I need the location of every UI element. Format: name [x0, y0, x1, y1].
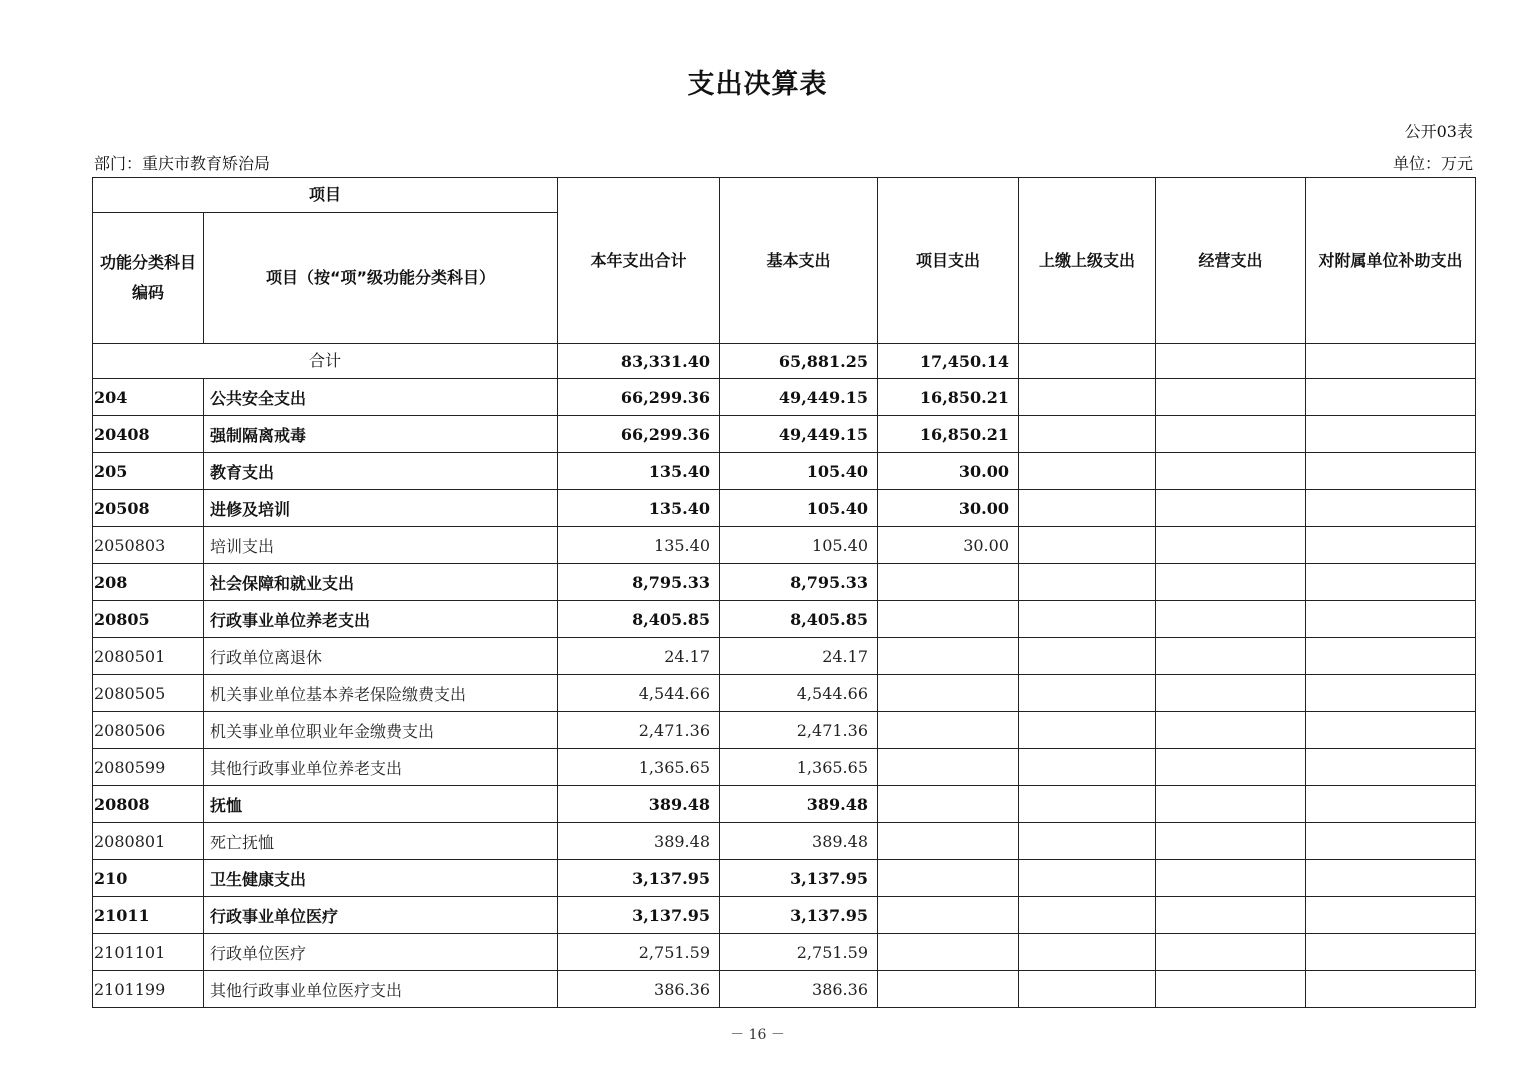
- row-subsidy: [1306, 379, 1476, 416]
- row-total: 135.40: [558, 527, 720, 564]
- row-total: 2,471.36: [558, 712, 720, 749]
- row-project: [878, 823, 1019, 860]
- row-subsidy: [1306, 527, 1476, 564]
- header-code: 功能分类科目编码: [93, 213, 204, 344]
- department-label: 部门：重庆市教育矫治局: [94, 154, 271, 173]
- row-basic: 105.40: [720, 490, 878, 527]
- row-business: [1156, 601, 1306, 638]
- row-business: [1156, 786, 1306, 823]
- row-subsidy: [1306, 712, 1476, 749]
- row-basic: 105.40: [720, 527, 878, 564]
- row-business: [1156, 712, 1306, 749]
- row-project: [878, 638, 1019, 675]
- total-upper: [1019, 344, 1156, 379]
- row-name: 机关事业单位基本养老保险缴费支出: [204, 675, 558, 712]
- row-business: [1156, 897, 1306, 934]
- row-upper: [1019, 638, 1156, 675]
- row-code: 205: [93, 453, 204, 490]
- row-upper: [1019, 453, 1156, 490]
- row-basic: 8,795.33: [720, 564, 878, 601]
- header-name: 项目（按“项”级功能分类科目）: [204, 213, 558, 344]
- table-row: [93, 860, 1476, 897]
- header-project: 项目: [93, 178, 558, 213]
- row-code: 21011: [93, 897, 204, 934]
- row-project: 30.00: [878, 453, 1019, 490]
- row-code: 2080506: [93, 712, 204, 749]
- table-row: [93, 453, 1476, 490]
- row-project: [878, 749, 1019, 786]
- row-subsidy: [1306, 453, 1476, 490]
- row-project: [878, 675, 1019, 712]
- row-project: [878, 971, 1019, 1008]
- row-code: 204: [93, 379, 204, 416]
- table-row: [93, 971, 1476, 1008]
- row-subsidy: [1306, 490, 1476, 527]
- table-row: [93, 379, 1476, 416]
- row-subsidy: [1306, 860, 1476, 897]
- row-code: 2050803: [93, 527, 204, 564]
- row-subsidy: [1306, 934, 1476, 971]
- table-row: [93, 749, 1476, 786]
- row-business: [1156, 638, 1306, 675]
- row-name: 行政单位离退休: [204, 638, 558, 675]
- total-sum: 83,331.40: [558, 344, 720, 379]
- row-subsidy: [1306, 564, 1476, 601]
- row-code: 210: [93, 860, 204, 897]
- row-basic: 8,405.85: [720, 601, 878, 638]
- row-project: 16,850.21: [878, 379, 1019, 416]
- table-row: [93, 786, 1476, 823]
- row-business: [1156, 971, 1306, 1008]
- row-basic: 49,449.15: [720, 416, 878, 453]
- row-upper: [1019, 527, 1156, 564]
- row-upper: [1019, 897, 1156, 934]
- row-upper: [1019, 379, 1156, 416]
- row-upper: [1019, 416, 1156, 453]
- row-total: 3,137.95: [558, 897, 720, 934]
- table-row: [93, 527, 1476, 564]
- row-total: 8,795.33: [558, 564, 720, 601]
- row-basic: 2,751.59: [720, 934, 878, 971]
- row-project: [878, 860, 1019, 897]
- header-project-expense: 项目支出: [878, 178, 1019, 344]
- row-upper: [1019, 823, 1156, 860]
- row-name: 培训支出: [204, 527, 558, 564]
- table-row: [93, 712, 1476, 749]
- row-upper: [1019, 712, 1156, 749]
- row-subsidy: [1306, 823, 1476, 860]
- row-total: 386.36: [558, 971, 720, 1008]
- table-row: [93, 564, 1476, 601]
- row-basic: 3,137.95: [720, 860, 878, 897]
- row-code: 20805: [93, 601, 204, 638]
- row-business: [1156, 749, 1306, 786]
- table-row: [93, 416, 1476, 453]
- row-total: 24.17: [558, 638, 720, 675]
- total-project: 17,450.14: [878, 344, 1019, 379]
- row-basic: 4,544.66: [720, 675, 878, 712]
- row-total: 135.40: [558, 453, 720, 490]
- row-name: 卫生健康支出: [204, 860, 558, 897]
- row-project: 30.00: [878, 527, 1019, 564]
- row-total: 4,544.66: [558, 675, 720, 712]
- row-name: 行政事业单位养老支出: [204, 601, 558, 638]
- table-row: [93, 490, 1476, 527]
- row-total: 8,405.85: [558, 601, 720, 638]
- row-subsidy: [1306, 749, 1476, 786]
- total-business: [1156, 344, 1306, 379]
- row-name: 其他行政事业单位医疗支出: [204, 971, 558, 1008]
- row-business: [1156, 823, 1306, 860]
- row-code: 2101101: [93, 934, 204, 971]
- row-business: [1156, 453, 1306, 490]
- row-subsidy: [1306, 786, 1476, 823]
- page-number: － 16 －: [730, 1027, 785, 1043]
- row-upper: [1019, 860, 1156, 897]
- total-label: 合计: [93, 344, 558, 379]
- row-subsidy: [1306, 638, 1476, 675]
- row-total: 1,365.65: [558, 749, 720, 786]
- header-basic: 基本支出: [720, 178, 878, 344]
- row-upper: [1019, 749, 1156, 786]
- row-subsidy: [1306, 971, 1476, 1008]
- header-total: 本年支出合计: [558, 178, 720, 344]
- row-subsidy: [1306, 416, 1476, 453]
- total-row: [93, 344, 1476, 379]
- row-basic: 386.36: [720, 971, 878, 1008]
- row-upper: [1019, 786, 1156, 823]
- table-row: [93, 897, 1476, 934]
- row-code: 2080801: [93, 823, 204, 860]
- row-name: 强制隔离戒毒: [204, 416, 558, 453]
- form-code: 公开03表: [1404, 122, 1473, 141]
- row-name: 教育支出: [204, 453, 558, 490]
- row-project: [878, 601, 1019, 638]
- row-name: 行政单位医疗: [204, 934, 558, 971]
- row-name: 其他行政事业单位养老支出: [204, 749, 558, 786]
- row-subsidy: [1306, 601, 1476, 638]
- row-code: 20808: [93, 786, 204, 823]
- row-total: 389.48: [558, 823, 720, 860]
- row-project: [878, 934, 1019, 971]
- row-code: 20508: [93, 490, 204, 527]
- header-subsidy: 对附属单位补助支出: [1306, 178, 1476, 344]
- header-business: 经营支出: [1156, 178, 1306, 344]
- row-project: [878, 712, 1019, 749]
- row-total: 66,299.36: [558, 379, 720, 416]
- row-upper: [1019, 564, 1156, 601]
- table-row: [93, 823, 1476, 860]
- row-name: 进修及培训: [204, 490, 558, 527]
- row-business: [1156, 416, 1306, 453]
- row-business: [1156, 934, 1306, 971]
- row-total: 135.40: [558, 490, 720, 527]
- unit-label: 单位：万元: [1392, 154, 1473, 173]
- table-row: [93, 638, 1476, 675]
- expenditure-table: [92, 177, 1476, 1008]
- row-subsidy: [1306, 675, 1476, 712]
- row-upper: [1019, 601, 1156, 638]
- row-basic: 24.17: [720, 638, 878, 675]
- row-code: 20408: [93, 416, 204, 453]
- row-basic: 389.48: [720, 786, 878, 823]
- row-basic: 2,471.36: [720, 712, 878, 749]
- table-row: [93, 675, 1476, 712]
- row-basic: 1,365.65: [720, 749, 878, 786]
- row-upper: [1019, 934, 1156, 971]
- row-business: [1156, 490, 1306, 527]
- row-code: 2080599: [93, 749, 204, 786]
- row-business: [1156, 860, 1306, 897]
- row-business: [1156, 564, 1306, 601]
- row-upper: [1019, 675, 1156, 712]
- row-basic: 3,137.95: [720, 897, 878, 934]
- row-name: 机关事业单位职业年金缴费支出: [204, 712, 558, 749]
- table-row: [93, 601, 1476, 638]
- total-basic: 65,881.25: [720, 344, 878, 379]
- row-project: [878, 786, 1019, 823]
- row-name: 公共安全支出: [204, 379, 558, 416]
- row-subsidy: [1306, 897, 1476, 934]
- row-name: 死亡抚恤: [204, 823, 558, 860]
- row-business: [1156, 675, 1306, 712]
- row-project: 16,850.21: [878, 416, 1019, 453]
- row-basic: 49,449.15: [720, 379, 878, 416]
- row-name: 社会保障和就业支出: [204, 564, 558, 601]
- row-total: 2,751.59: [558, 934, 720, 971]
- row-code: 2080501: [93, 638, 204, 675]
- row-code: 2080505: [93, 675, 204, 712]
- row-business: [1156, 527, 1306, 564]
- row-name: 抚恤: [204, 786, 558, 823]
- row-project: [878, 564, 1019, 601]
- row-total: 389.48: [558, 786, 720, 823]
- header-upper: 上缴上级支出: [1019, 178, 1156, 344]
- row-upper: [1019, 490, 1156, 527]
- row-name: 行政事业单位医疗: [204, 897, 558, 934]
- row-project: [878, 897, 1019, 934]
- row-total: 66,299.36: [558, 416, 720, 453]
- row-total: 3,137.95: [558, 860, 720, 897]
- row-business: [1156, 379, 1306, 416]
- row-code: 2101199: [93, 971, 204, 1008]
- row-basic: 389.48: [720, 823, 878, 860]
- table-row: [93, 934, 1476, 971]
- row-basic: 105.40: [720, 453, 878, 490]
- total-subsidy: [1306, 344, 1476, 379]
- page-title: 支出决算表: [687, 69, 828, 100]
- row-upper: [1019, 971, 1156, 1008]
- row-project: 30.00: [878, 490, 1019, 527]
- row-code: 208: [93, 564, 204, 601]
